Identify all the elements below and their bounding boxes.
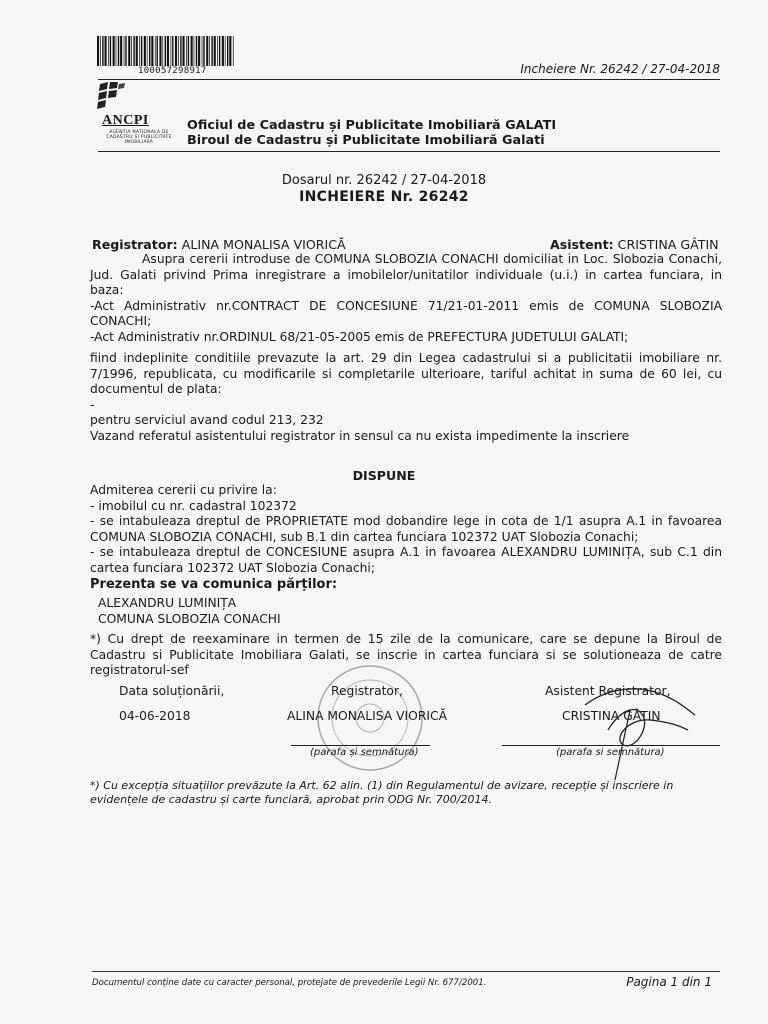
service-code-line: pentru serviciul avand codul 213, 232 <box>90 413 324 428</box>
office-heading <box>187 118 556 148</box>
date-value: 04-06-2018 <box>119 709 191 723</box>
registrator-line <box>92 237 346 252</box>
party-item: COMUNA SLOBOZIA CONACHI <box>98 612 281 626</box>
request-paragraph <box>90 252 722 346</box>
office-line-2: Biroul de Cadastru și Publicitate Imobiliară Galati <box>187 133 545 148</box>
footer-rule <box>92 971 720 972</box>
party-item: ALEXANDRU LUMINIȚA <box>98 596 237 610</box>
asistent-line <box>550 237 719 252</box>
request-text: Asupra cererii introduse de COMUNA SLOBOZIA CONACHI domiciliat in Loc. Slobozia Conachi, Jud. Galati privind Prima inregistrare a imobilelor/unitatilor individuale (u.i.) in cartea funciara, in baza: <box>90 252 722 298</box>
asistent-sign-caption: (parafa si semnătura) <box>556 747 665 758</box>
decision-line-2: - imobilul cu nr. cadastral 102372 <box>90 498 297 513</box>
asistent-label: Asistent: <box>550 237 614 252</box>
logo-subtitle: AGENTIA NATIONALA DE CADASTRU SI PUBLICITATE IMOBILIARA <box>106 130 172 146</box>
asistent-name: CRISTINA GÂTIN <box>617 237 719 252</box>
handwritten-signature-icon <box>560 670 710 785</box>
conditions-text: fiind indeplinite conditiile prevazute la art. 29 din Legea cadastrului si a publicitatii imobiliare nr. 7/1996, republicata, cu modificarile si completarile ulterioare, tariful achitat in suma de 60 lei, cu documentul de plata: <box>90 351 722 397</box>
dosar-number: Dosarul nr. 26242 / 27-04-2018 <box>281 173 487 188</box>
barcode-number: 100057298917 <box>138 66 207 76</box>
referat-line: Vazand referatul asistentului registrator in sensul ca nu exista impedimente la inscriere <box>90 428 630 443</box>
office-line-1: Oficiul de Cadastru și Publicitate Imobiliară GALATI <box>187 118 557 133</box>
registrator-sign-name: ALINA MONALISA VIORICĂ <box>287 709 448 723</box>
act-line-1: -Act Administrativ nr.CONTRACT DE CONCESIUNE 71/21-01-2011 emis de COMUNA SLOBOZIA CONACHI; <box>90 298 722 329</box>
logo-text: ANCPI <box>102 113 149 128</box>
comunica-heading: Prezenta se va comunica părților: <box>90 577 338 592</box>
footnote: *) Cu excepția situațiilor prevăzute la Art. 62 alin. (1) din Regulamentul de avizare, recepție și inscriere in evidențele de cadastru și carte funciară, aprobat prin ODG Nr. 700/2014. <box>90 779 674 806</box>
parties-list <box>98 595 281 627</box>
page-number: Pagina 1 din 1 <box>626 975 712 989</box>
registrator-sign-label: Registrator, <box>331 684 403 698</box>
registrator-label: Registrator: <box>92 237 178 252</box>
registrator-sign-line <box>291 745 430 746</box>
decision-line-1: Admiterea cererii cu privire la: <box>90 483 277 497</box>
decision-line-3: - se intabuleaza dreptul de PROPRIETATE mod dobandire lege in cota de 1/1 asupra A.1 in favoarea COMUNA SLOBOZIA CONACHI, sub B.1 din cartea funciara 102372 UAT Slobozia Conachi; <box>90 514 722 544</box>
header-reference: Incheiere Nr. 26242 / 27-04-2018 <box>520 62 720 76</box>
reexamination-paragraph: *) Cu drept de reexaminare in termen de 15 zile de la comunicare, care se depune la Biroul de Cadastru si Publicitate Imobiliara Galati, se inscrie in cartea funciara si se solutioneaza de catre registratorul-sef <box>90 632 722 678</box>
payment-doc-line: - <box>90 397 95 412</box>
asistent-sign-label: Asistent Registrator, <box>545 684 671 698</box>
decision-paragraph <box>90 483 722 577</box>
header-divider <box>98 151 720 152</box>
dispune-heading: DISPUNE <box>352 468 416 483</box>
barcode <box>97 36 235 66</box>
asistent-sign-name: CRISTINA GÂTIN <box>562 709 661 723</box>
registrator-sign-caption: (parafa și semnătura) <box>310 747 419 758</box>
date-label: Data soluționării, <box>119 684 225 698</box>
registrator-name: ALINA MONALISA VIORICĂ <box>181 237 346 252</box>
conditions-paragraph <box>90 351 722 445</box>
header-rule <box>98 79 720 80</box>
privacy-notice: Documentul conține date cu caracter personal, protejate de prevederile Legii Nr. 677/2001. <box>92 978 487 988</box>
act-line-2: -Act Administrativ nr.ORDINUL 68/21-05-2005 emis de PREFECTURA JUDETULUI GALATI; <box>90 329 629 344</box>
decision-line-4: - se intabuleaza dreptul de CONCESIUNE asupra A.1 in favoarea ALEXANDRU LUMINIȚA, sub C.1 din cartea funciara 102372 UAT Slobozia Conachi; <box>90 545 722 575</box>
document-title: INCHEIERE Nr. 26242 <box>299 189 469 205</box>
ancpi-logo-icon <box>96 82 126 114</box>
